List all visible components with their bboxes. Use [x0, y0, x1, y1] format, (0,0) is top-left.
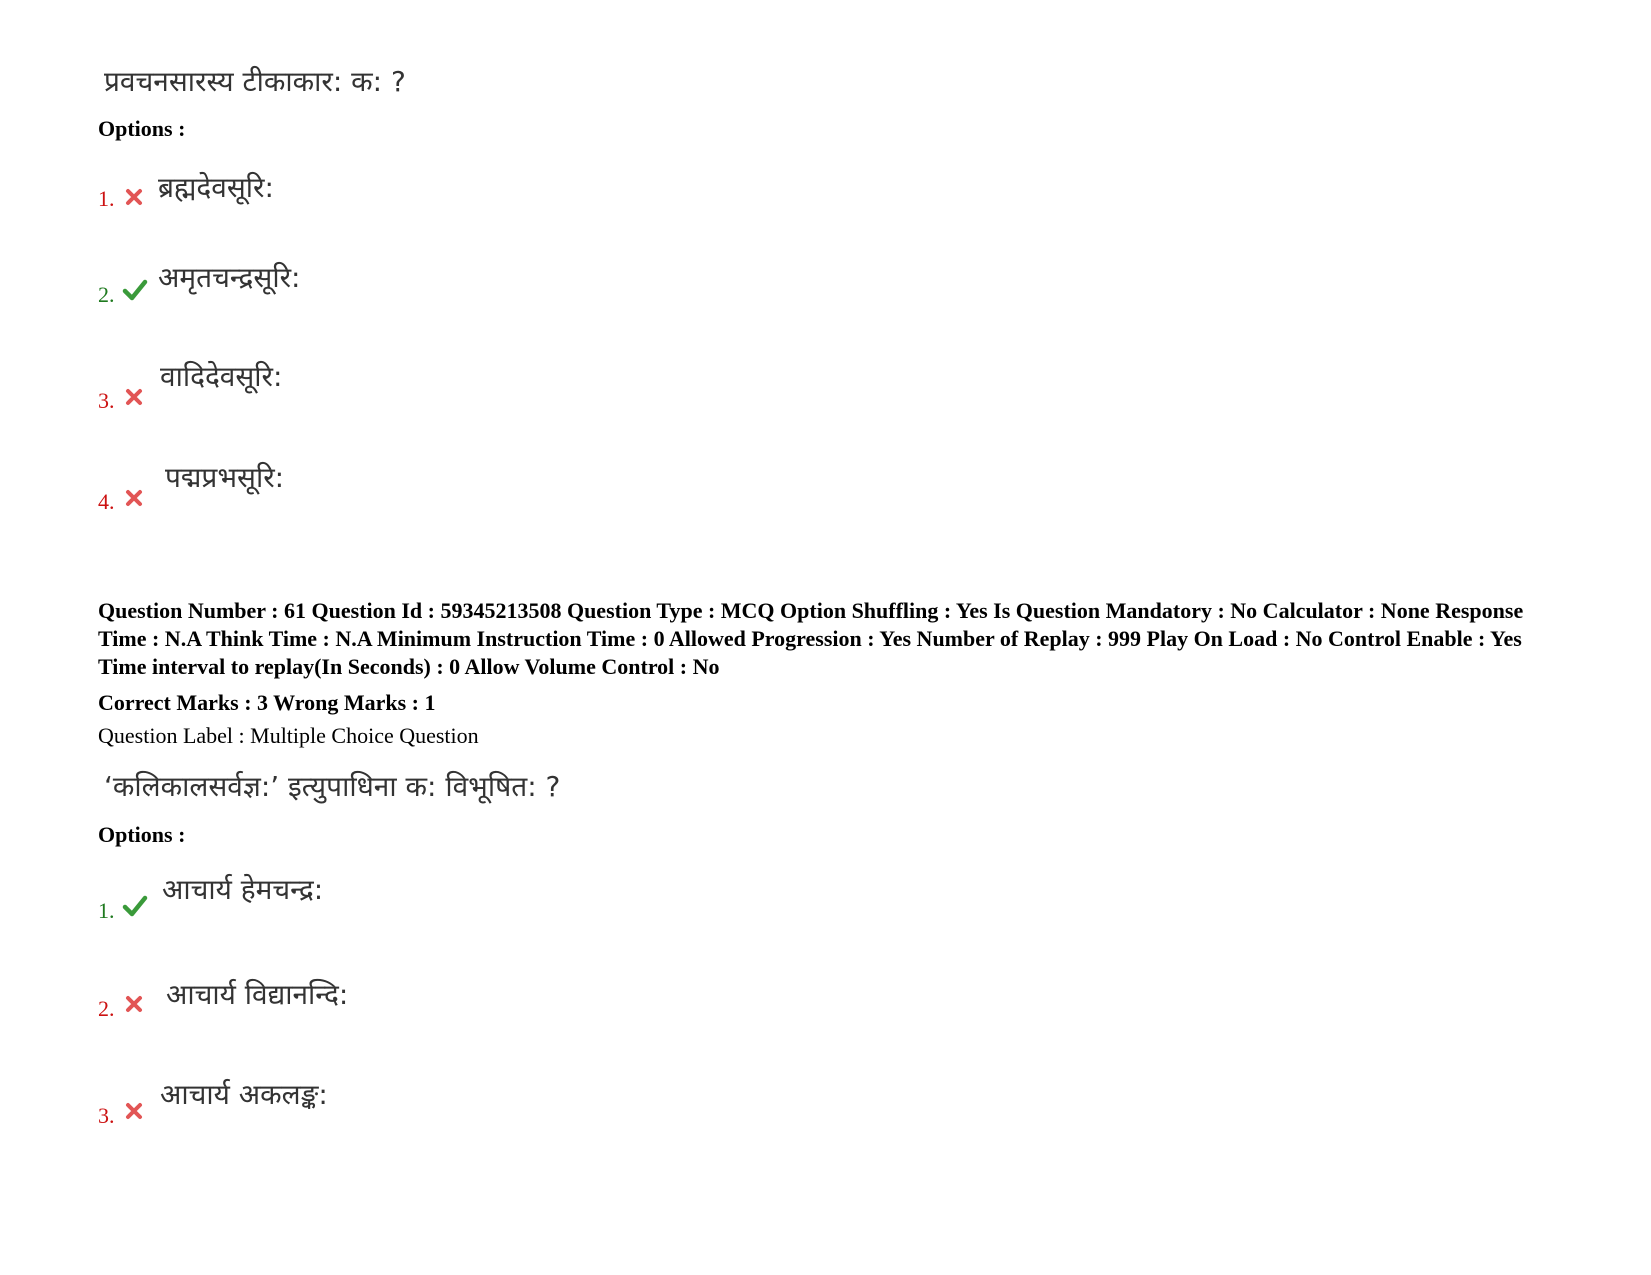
cross-icon [123, 186, 145, 208]
option-text: अमृतचन्द्रसूरि: [158, 261, 301, 294]
option-number: 4. [98, 489, 115, 514]
question-metadata: Question Number : 61 Question Id : 59345213508 Question Type : MCQ Option Shuffling : Yes Is Question Mandatory : No Calculator : None Response Time : N.A Think Time : N.A Minimum Instruction Time : 0 Allowed Progression : Yes Number of Replay : 999 Play On Load : No Control Enable : Yes Time interval to replay(In Seconds) : 0 Allow Volume Control : No [98, 598, 1524, 679]
option-number: 3. [98, 388, 115, 413]
option-text: आचार्य विद्यानन्दि: [166, 978, 349, 1011]
question-label: Question Label : Multiple Choice Question [98, 723, 479, 748]
check-icon [122, 894, 148, 918]
option-number: 3. [98, 1103, 115, 1128]
option-text: आचार्य अकलङ्क: [160, 1078, 328, 1111]
option-text: ब्रह्मदेवसूरि: [158, 171, 274, 204]
cross-icon [123, 1100, 145, 1122]
cross-icon [123, 386, 145, 408]
option-text: पद्मप्रभसूरि: [165, 461, 285, 494]
option-number: 2. [98, 996, 115, 1021]
question-text: ‘कलिकालसर्वज्ञ:’ इत्युपाधिना क: विभूषित: ? [104, 770, 561, 803]
check-icon [122, 278, 148, 302]
cross-icon [123, 993, 145, 1015]
option-text: वादिदेवसूरि: [160, 360, 283, 393]
option-number: 2. [98, 282, 115, 307]
options-label: Options : [98, 822, 186, 847]
question-text: प्रवचनसारस्य टीकाकार: क: ? [104, 65, 406, 98]
option-text: आचार्य हेमचन्द्र: [162, 873, 324, 906]
cross-icon [123, 487, 145, 509]
option-number: 1. [98, 186, 115, 211]
options-label: Options : [98, 116, 186, 141]
option-number: 1. [98, 898, 115, 923]
marks-info: Correct Marks : 3 Wrong Marks : 1 [98, 690, 436, 715]
